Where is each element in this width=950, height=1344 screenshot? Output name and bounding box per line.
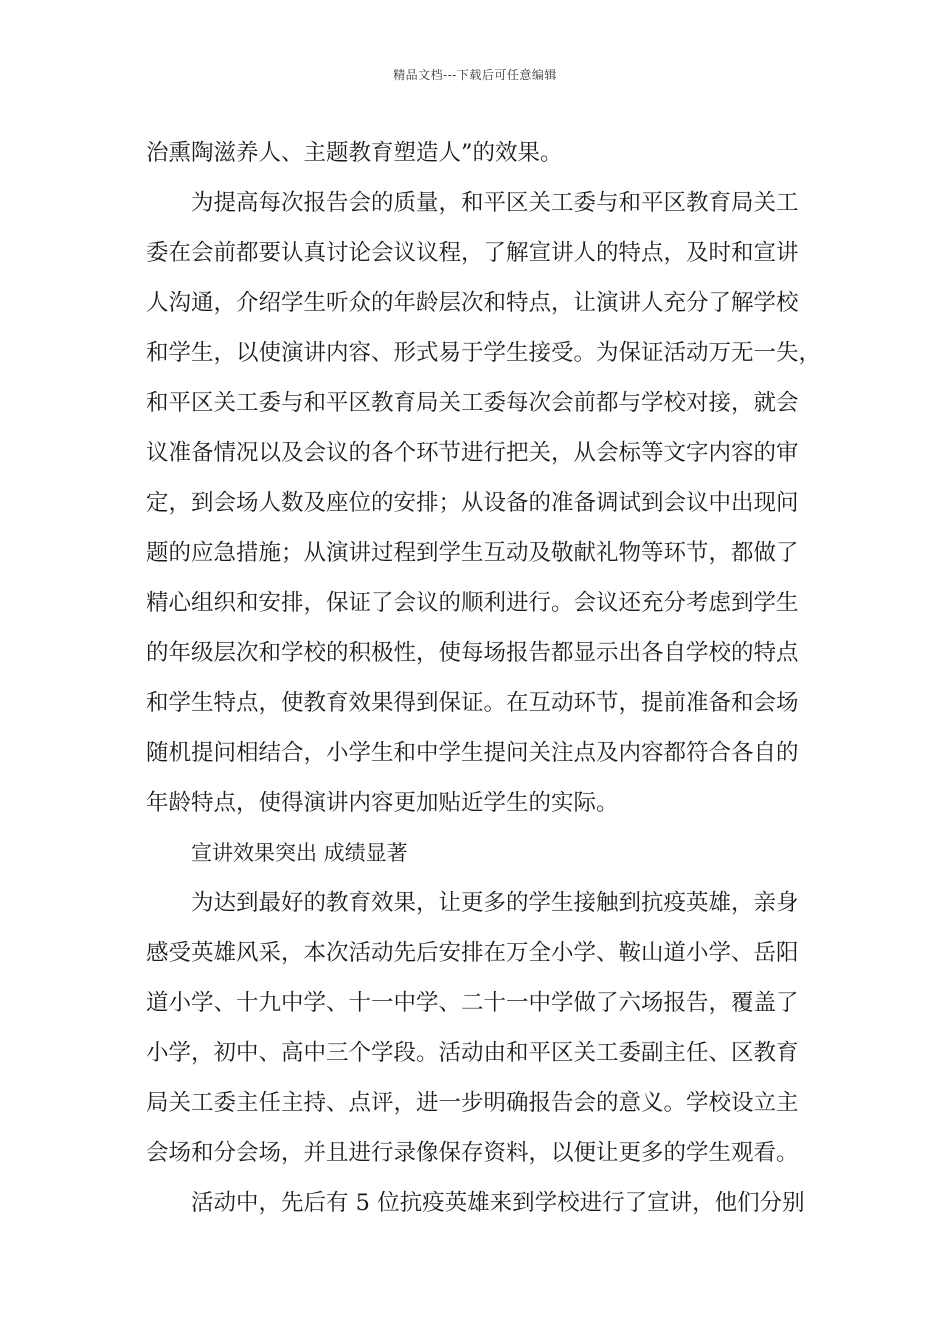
text-line: 活动中，先后有 5 位抗疫英雄来到学校进行了宣讲，他们分别 xyxy=(191,1190,805,1216)
text-line: 治熏陶滋养人、主题教育塑造人”的效果。 xyxy=(146,140,563,166)
text-line: 和学生，以使演讲内容、形式易于学生接受。为保证活动万无一失， xyxy=(146,340,822,366)
text-line: 感受英雄风采，本次活动先后安排在万全小学、鞍山道小学、岳阳 xyxy=(146,940,799,966)
text-line: 为提高每次报告会的质量，和平区关工委与和平区教育局关工 xyxy=(191,190,799,216)
text-line: 年龄特点，使得演讲内容更加贴近学生的实际。 xyxy=(146,790,619,816)
text-line: 题的应急措施；从演讲过程到学生互动及敬献礼物等环节，都做了 xyxy=(146,540,799,566)
document-body xyxy=(146,128,836,1228)
text-line: 人沟通，介绍学生听众的年龄层次和特点，让演讲人充分了解学校 xyxy=(146,290,799,316)
text-line: 小学，初中、高中三个学段。活动由和平区关工委副主任、区教育 xyxy=(146,1040,799,1066)
text-line: 委在会前都要认真讨论会议议程，了解宣讲人的特点，及时和宣讲 xyxy=(146,240,799,266)
page-header: 精品文档---下载后可任意编辑 xyxy=(393,68,557,82)
text-line: 为达到最好的教育效果，让更多的学生接触到抗疫英雄，亲身 xyxy=(191,890,799,916)
text-line: 随机提问相结合，小学生和中学生提问关注点及内容都符合各自的 xyxy=(146,740,799,766)
text-line: 局关工委主任主持、点评，进一步明确报告会的意义。学校设立主 xyxy=(146,1090,799,1116)
text-line: 议准备情况以及会议的各个环节进行把关，从会标等文字内容的审 xyxy=(146,440,799,466)
text-line: 的年级层次和学校的积极性，使每场报告都显示出各自学校的特点 xyxy=(146,640,799,666)
text-line: 道小学、十九中学、十一中学、二十一中学做了六场报告，覆盖了 xyxy=(146,990,799,1016)
text-line: 会场和分会场，并且进行录像保存资料，以便让更多的学生观看。 xyxy=(146,1140,799,1166)
text-line: 精心组织和安排，保证了会议的顺利进行。会议还充分考虑到学生 xyxy=(146,590,799,616)
text-line: 和平区关工委与和平区教育局关工委每次会前都与学校对接，就会 xyxy=(146,390,799,416)
section-heading: 宣讲效果突出 成绩显著 xyxy=(191,841,408,865)
text-line: 和学生特点，使教育效果得到保证。在互动环节，提前准备和会场 xyxy=(146,690,799,716)
text-line: 定，到会场人数及座位的安排；从设备的准备调试到会议中出现问 xyxy=(146,490,799,516)
